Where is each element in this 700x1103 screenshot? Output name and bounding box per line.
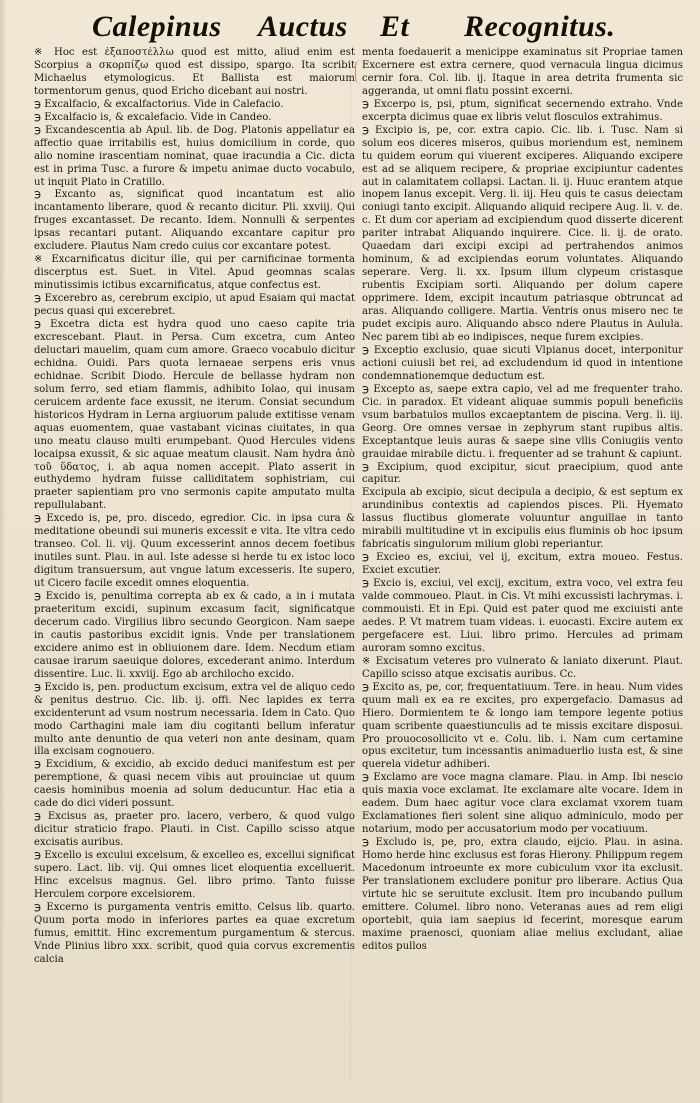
dictionary-entry: ℈ Excandescentia ab Apul. lib. de Dog. Platonis appellatur ea affectio quae irritabilis est, huius domicilium in corde, quo alio nomine irascentiam nominat, quae iracundia a Cic. dicta est in prima Tusc. a furore & impetu animae ducto vocabulo, ut inquit Plato in Cratillo. (34, 124, 355, 188)
dictionary-entry: ℈ Excipio is, pe, cor. extra capio. Cic. lib. i. Tusc. Nam si solum eos diceres miseros, quibus moriendum est, neminem tu quidem eorum qui viuerent exciperes. Aliquando excipere est ad se aliquem recipere, & propriae excipiuntur cadentes aut in calamitatem collapsi. Lactan. li. ij. Huuc erantem atque inopem Ianus excepit. Verg. li. iij. Heu quis te casus deiectam coniugi tanto excipit. Aliquando aliquid recipere Aug. li. v. de. c. Et dum cor aperiam ad excipiendum quod disserte dicerent pariter intrabat Aliquando inquirere. Cice. li. ij. de orato. Quaedam dari excipi excipi ad pertrahendos animos hominum, & ad excipiendas eorum voluntates. Aliquando seperare. Verg. li. xx. Ipsum illum clypeum cristasque rubentis Excipiam sorti. Aliquando per dolum capere opprimere. Idem, excipit incautum patriasque obtruncat ad aras. Aliquando colligere. Martia. Ventris onus misero nec te pudet excipis auro. Aliquando absco ndere Plautus in Aulula. Nec parem tibi ab eo indipisces, neque furem excipies. (362, 124, 683, 343)
running-head (0, 10, 700, 50)
dictionary-entry: ℈ Excalfacio is, & excalefacio. Vide in Candeo. (34, 111, 272, 123)
dictionary-entry: ※ Excisatum veteres pro vulnerato & laniato dixerunt. Plaut. Capillo scisso atque excisatis auribus. Cc. (362, 655, 683, 680)
dictionary-entry: ℈ Excanto as, significat quod incantatum est alio incantamento liberare, quod & recanto dicitur. Pli. xxviij. Qui fruges excantasset. De recanto. Idem. Nonnulli & serpentes ipsas recantari putant. Aliquando excantare capitur pro excludere. Plautus Nam credo cuius cor excantare potest. (34, 189, 355, 253)
dictionary-entry: ℈ Excalfacio, & excalfactorius. Vide in Calefacio. (34, 98, 284, 110)
dictionary-entry: ℈ Excetra dicta est hydra quod uno caeso capite tria excrescebant. Plaut. in Persa. Cum excetra, cum Anteo deluctari mauelim, quam cum amore. Graeco vocabulo dicitur echidna. Ouidi. Pars quota lernaeae serpens eris vnus echidnae. Scribit Diodo. Hercule de bellasse hydram non solum ferro, sed etiam flammis, adhibito Iolao, qui inusam ceruicem ardente face exussit, ne iterum. Consiat secundum historicos Hydram in Lerna argiuorum palude extitisse venam aquas euomentem, quae vastabant vicinas ciuitates, in qua uno meatu clauso multi erumpebant. Quod Hercules videns locaipsa exussit, & sic aquae meatum clausit. Nam hydra ἀπὸ τοῦ ὕδατος, i. ab aqua nomen accepit. Plato asserit in euthydemo hydram fuisse calliditatem sophistriam, cui praeter sapientiam pro vno sermonis capite amputato multa repullulabant. (34, 319, 355, 512)
dictionary-entry: ℈ Excido is, penultima correpta ab ex & cado, a in i mutata praeteritum excidi, supinum excasum facit, significatque decerum cado. Virgilius libro secundo Georgicon. Nam saepe in cautis pastoribus excidit ignis. Vnde per translationem excidere animo est in obliuionem dare. Idem. Necdum etiam causae irarum saeuique dolores, excederant animo. Interdum dissentire. Luc. li. xxviij. Ego ab archilocho excido. (34, 591, 355, 680)
dictionary-entry: ℈ Excerebro as, cerebrum excipio, ut apud Esaiam qui mactat pecus quasi qui excerebret. (34, 293, 355, 318)
dictionary-entry: ℈ Excello is excului excelsum, & excelleo es, excellui significat supero. Lact. lib. vij. Qui omnes licet eloquentia excelluerit. Hinc excelsus magnus. Gel. libro primo. Tanto fuisse Herculem corpore excelsiorem. (34, 850, 355, 900)
dictionary-entry: ℈ Excito as, pe, cor, frequentatiuum. Tere. in heau. Num vides quum mali ex ea re excites, pro expergefacio. Damasus ad Hiero. Dormientem te & longo iam tempore legente potius quam scribente quaestiunculis ad te missis excitare disposui. Pro prouocosollicito vt e. Colu. lib. i. Nam cum certamine opus excitetur, tum incessantis animaduerlio iusta est, & sine querela videtur adhiberi. (362, 681, 683, 771)
dictionary-entry: menta foedauerit a menicippe examinatus sit Propriae tamen Excernere est extra cernere, quod vernacula lingua dicimus cernir fora. Col. lib. ij. Itaque in area detrita frumenta sic aggeranda, ut omni flatu possint excerni. (362, 47, 683, 97)
running-head-word-auctus: Auctus (258, 10, 348, 43)
right-column (362, 47, 683, 1087)
running-head-word-calepinus: Calepinus (92, 10, 222, 43)
dictionary-entry: Excipula ab excipio, sicut decipula a decipio, & est septum ex arundinibus contextis ad capiendos pisces. Pli. Hyemato lassus fluctibus glomerate voluuntur anguillae in tanto mirabili multitudine vt in excipulis eius fluminis ob hoc ipsum fabricatis singulorum milium globi reperiantur. (362, 487, 683, 551)
page-edge-shadow (0, 0, 6, 1103)
dictionary-entry: ℈ Excedo is, pe, pro. discedo, egredior. Cic. in ipsa cura & meditatione obeundi sui muneris excessit e vita. Ite vltra cedo transeo. Col. li. vij. Quum excesserint annos decem foetibus inutiles sunt. Plau. in aul. Iste adesse si herde tu ex istoc loco digitum transuersum, aut vngue latum excesseris. Ite supero, ut Cicero facile excedit omnes eloquentia. (34, 513, 355, 590)
dictionary-entry: ℈ Excludo is, pe, pro, extra claudo, eijcio. Plau. in asina. Homo herde hinc exclusus est foras Hierony. Philippum regem Macedonum introeunte ex more cubiculum vxor ita exclusit. Per translationem excludere ponitur pro liberare. Actius Qua virtute hic se seruitute exclusit. Item pro incubando pullum emittere. Columel. libro nono. Veteranas aues ad rem eligi oportebit, quia iam saepius id fecerint, moresque earum maxime praenosci, quoniam aliae melius excludant, aliae editos pullos (362, 837, 683, 952)
running-head-word-et: Et (380, 10, 410, 43)
dictionary-entry: ℈ Excieo es, exciui, vel ij, excitum, extra moueo. Festus. Exciet excutier. (362, 552, 683, 577)
dictionary-entry: ℈ Excisus as, praeter pro. lacero, verbero, & quod vulgo dicitur straticio frapo. Plauti. in Cist. Capillo scisso atque excisatis auribus. (34, 811, 355, 849)
dictionary-entry: ℈ Exceptio exclusio, quae sicuti Vlpianus docet, interponitur actioni cuiusli bet rei, ad excludendum id quod in intentione condemnationemque deductum est. (362, 344, 683, 382)
dictionary-entry: ℈ Excerno is purgamenta ventris emitto. Celsus lib. quarto. Quum porta modo in inferiores partes ea quae excretum fumus, emittit. Hinc excrementum purgamentum & stercus. Vnde Plinius libro xxx. scribit, quod quia corvus excrementis calcia (34, 901, 355, 965)
left-column (34, 47, 355, 1087)
dictionary-entry: ※ Hoc est ἐξαποστέλλω quod est mitto, aliud enim est Scorpius a σκορπίζω quod est dissipo, spargo. Ita scribit Michaelus etymologicus. Et Ballista est maiorum tormentorum genus, quod Ericho dicebant aui nostri. (34, 47, 355, 97)
dictionary-entry: ℈ Exclamo are voce magna clamare. Plau. in Amp. Ibi nescio quis maxia voce exclamat. Ite exclamare alte vocare. Idem in eadem. Dum haec agitur voce clara exclamat vxorem tuam Exclamationes fieri solent sine aliquo adminiculo, modo per notarium, modo per accusatorium modo per vocatiuum. (362, 772, 683, 836)
dictionary-entry: ℈ Excidium, & excidio, ab excido deduci manifestum est per peremptione, & quasi necem vibis aut prouinciae ut quum caesis hominibus moenia ad solum deducuntur. Hac etia a cade do dici videri possunt. (34, 759, 355, 810)
dictionary-entry: ℈ Excepto as, saepe extra capio, vel ad me frequenter traho. Cic. in paradox. Et videant aliquae summis populi beneficiis vsum barbatulos mullos excaeptantem de piscina. Verg. li. iij. Georg. Ore omnes versae in zephyrum stant rupibus altis. Exceptantque leuis auras & saepe sine vllis Coniugiis vento grauidae mirabile dictu. i. frequenter ad se trahunt & capiunt. (362, 383, 683, 460)
dictionary-entry: ※ Excarnificatus dicitur ille, qui per carnificinae tormenta discerptus est. Suet. in Vitel. Apud geomnas scalas minutissimis ictibus excarnificatus, atque confectus est. (34, 254, 355, 292)
running-head-word-recognitus: Recognitus. (464, 10, 616, 43)
dictionary-entry: ℈ Excerpo is, psi, ptum, significat secernendo extraho. Vnde excerpta dicimus quae ex libris velut flosculos extrahimus. (362, 98, 683, 123)
dictionary-entry: ℈ Excido is, pen. productum excisum, extra vel de aliquo cedo & penitus destruo. Cic. lib. ij. offi. Nec lapides ex terra excidenterunt ad vsum nostrum necessaria. Idem in Cato. Quo modo Carthagini male iam diu cogitanti bellum inferatur multo ante denuntio de qua veteri non ante desinam, quam illa excisam cognouero. (34, 681, 355, 758)
dictionary-entry: ℈ Excio is, exciui, vel excij, excitum, extra voco, vel extra feu valde commoueo. Plaut. in Cis. Vt mihi excussisti lachrymas. i. commouisti. Et in Epi. Quid est pater quod me exciuisti ante aedes. P. Vt matrem tuam videas. i. euocasti. Excire autem ex pergefacere est. Liui. libro primo. Hercules ad primam auroram somno excitus. (362, 578, 683, 654)
dictionary-entry: ℈ Excipium, quod excipitur, sicut praecipium, quod ante capitur. (362, 461, 683, 486)
